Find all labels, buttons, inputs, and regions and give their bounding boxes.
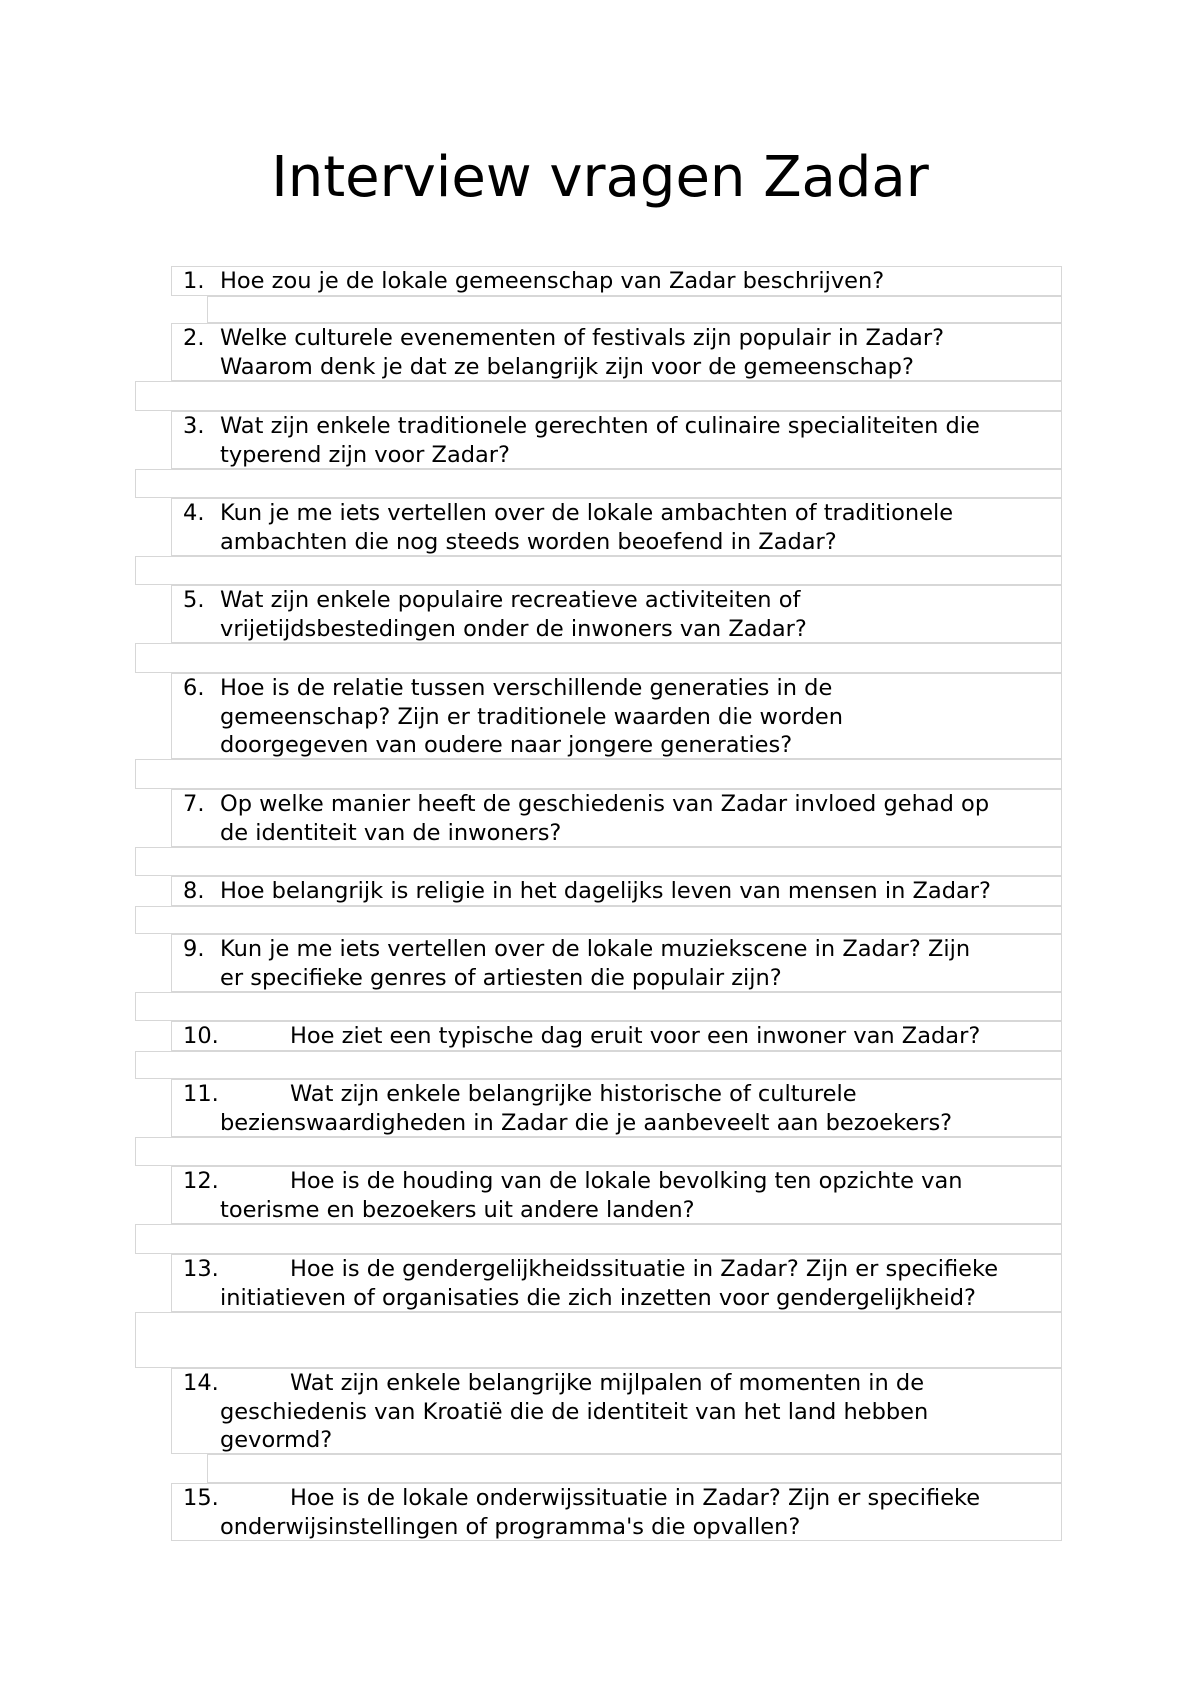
question-text-continuation	[220, 1426, 332, 1454]
question-line-text: Kun je me iets vertellen over de lokale muziekscene in Zadar? Zijn	[220, 936, 971, 962]
question-text	[183, 267, 884, 295]
empty-table-row	[135, 381, 1062, 411]
question-line-text: vrijetijdsbestedingen onder de inwoners van Zadar?	[220, 615, 807, 642]
question-text	[183, 1167, 963, 1195]
empty-table-row	[135, 759, 1062, 789]
question-text-continuation	[220, 1109, 952, 1137]
question-line-text: Hoe belangrijk is religie in het dagelijks leven van mensen in Zadar?	[220, 878, 991, 904]
question-text	[183, 1022, 980, 1050]
question-item	[171, 1368, 1062, 1454]
question-text	[183, 935, 970, 963]
question-line-text: gevormd?	[220, 1427, 333, 1453]
question-line-text: Wat zijn enkele traditionele gerechten of culinaire specialiteiten die	[220, 413, 980, 439]
question-item	[171, 1166, 1062, 1224]
question-number: 12.	[183, 1168, 219, 1194]
question-number: 6.	[183, 675, 205, 701]
question-item	[171, 876, 1062, 906]
question-line-text: toerisme en bezoekers uit andere landen?	[220, 1196, 695, 1223]
question-number: 11.	[183, 1081, 219, 1107]
question-text-continuation	[220, 353, 914, 381]
question-number: 8.	[183, 878, 205, 904]
question-number: 15.	[183, 1485, 219, 1511]
question-item	[171, 1079, 1062, 1137]
question-number: 4.	[183, 500, 205, 526]
question-number: 3.	[183, 413, 205, 439]
document-title: Interview vragen Zadar	[271, 145, 929, 210]
empty-table-row	[135, 556, 1062, 585]
question-line-text: bezienswaardigheden in Zadar die je aanbeveelt aan bezoekers?	[220, 1109, 953, 1136]
question-line-text: gemeenschap? Zijn er traditionele waarden die worden	[220, 703, 843, 730]
empty-table-row	[135, 992, 1062, 1021]
empty-table-row	[207, 296, 1062, 323]
question-text	[183, 1369, 924, 1397]
question-item	[171, 585, 1062, 643]
question-text	[183, 790, 989, 818]
question-text	[183, 877, 991, 905]
question-text	[183, 1080, 857, 1108]
question-text-continuation	[220, 441, 510, 469]
question-line-text: Kun je me iets vertellen over de lokale ambachten of traditionele	[220, 500, 954, 526]
question-text	[183, 674, 832, 702]
question-text-continuation	[220, 1513, 800, 1541]
question-line-text: Wat zijn enkele belangrijke historische of culturele	[290, 1081, 857, 1107]
empty-table-row	[135, 1137, 1062, 1166]
question-line-text: typerend zijn voor Zadar?	[220, 441, 510, 468]
empty-table-row	[135, 469, 1062, 498]
question-item	[171, 789, 1062, 847]
question-item	[171, 266, 1062, 296]
question-line-text: onderwijsinstellingen of programma's die opvallen?	[220, 1513, 801, 1540]
question-line-text: geschiedenis van Kroatië die de identiteit van het land hebben	[220, 1398, 929, 1425]
empty-table-row	[135, 906, 1062, 934]
question-text	[183, 412, 980, 440]
question-text	[183, 1484, 980, 1512]
question-line-text: Hoe is de relatie tussen verschillende generaties in de	[220, 675, 833, 701]
question-item	[171, 673, 1062, 759]
empty-table-row	[135, 1312, 1062, 1368]
question-text-continuation	[220, 615, 807, 643]
question-text	[183, 324, 944, 352]
question-line-text: ambachten die nog steeds worden beoefend in Zadar?	[220, 528, 837, 555]
question-line-text: Hoe is de gendergelijkheidssituatie in Zadar? Zijn er specifieke	[290, 1256, 999, 1282]
question-text-continuation	[220, 703, 843, 731]
question-number: 9.	[183, 936, 205, 962]
question-item	[171, 498, 1062, 556]
question-line-text: Wat zijn enkele populaire recreatieve activiteiten of	[220, 587, 801, 613]
question-number: 13.	[183, 1256, 219, 1282]
question-line-text: Wat zijn enkele belangrijke mijlpalen of momenten in de	[290, 1370, 925, 1396]
question-text	[183, 499, 953, 527]
question-item	[171, 1483, 1062, 1541]
question-line-text: initiatieven of organisaties die zich inzetten voor gendergelijkheid?	[220, 1284, 976, 1311]
question-item	[171, 934, 1062, 992]
question-line-text: Waarom denk je dat ze belangrijk zijn voor de gemeenschap?	[220, 353, 914, 380]
question-number: 10.	[183, 1023, 219, 1049]
question-text-continuation	[220, 731, 792, 759]
question-text	[183, 586, 800, 614]
question-text	[183, 1255, 998, 1283]
empty-table-row	[135, 643, 1062, 673]
question-line-text: Welke culturele evenementen of festivals zijn populair in Zadar?	[220, 325, 945, 351]
question-line-text: doorgegeven van oudere naar jongere generaties?	[220, 732, 793, 758]
question-line-text: Hoe zou je de lokale gemeenschap van Zadar beschrijven?	[220, 268, 885, 294]
question-line-text: Hoe is de lokale onderwijssituatie in Zadar? Zijn er specifieke	[290, 1485, 981, 1511]
question-text-continuation	[220, 1398, 928, 1426]
question-text-continuation	[220, 964, 782, 992]
empty-table-row	[135, 847, 1062, 876]
question-number: 7.	[183, 791, 205, 817]
question-line-text: Hoe is de houding van de lokale bevolking ten opzichte van	[290, 1168, 963, 1194]
question-number: 2.	[183, 325, 205, 351]
question-text-continuation	[220, 1196, 695, 1224]
question-text-continuation	[220, 1284, 976, 1312]
question-number: 14.	[183, 1370, 219, 1396]
question-text-continuation	[220, 528, 837, 556]
question-number: 5.	[183, 587, 205, 613]
question-line-text: de identiteit van de inwoners?	[220, 819, 562, 846]
question-line-text: Hoe ziet een typische dag eruit voor een inwoner van Zadar?	[290, 1023, 981, 1049]
question-item	[171, 1021, 1062, 1051]
question-line-text: er specifieke genres of artiesten die populair zijn?	[220, 964, 782, 991]
empty-table-row	[135, 1224, 1062, 1254]
empty-table-row	[135, 1051, 1062, 1079]
question-item	[171, 1254, 1062, 1312]
empty-table-row	[207, 1454, 1062, 1483]
question-line-text: Op welke manier heeft de geschiedenis van Zadar invloed gehad op	[220, 791, 990, 817]
question-item	[171, 411, 1062, 469]
question-number: 1.	[183, 268, 205, 294]
question-text-continuation	[220, 819, 561, 847]
question-item	[171, 323, 1062, 381]
